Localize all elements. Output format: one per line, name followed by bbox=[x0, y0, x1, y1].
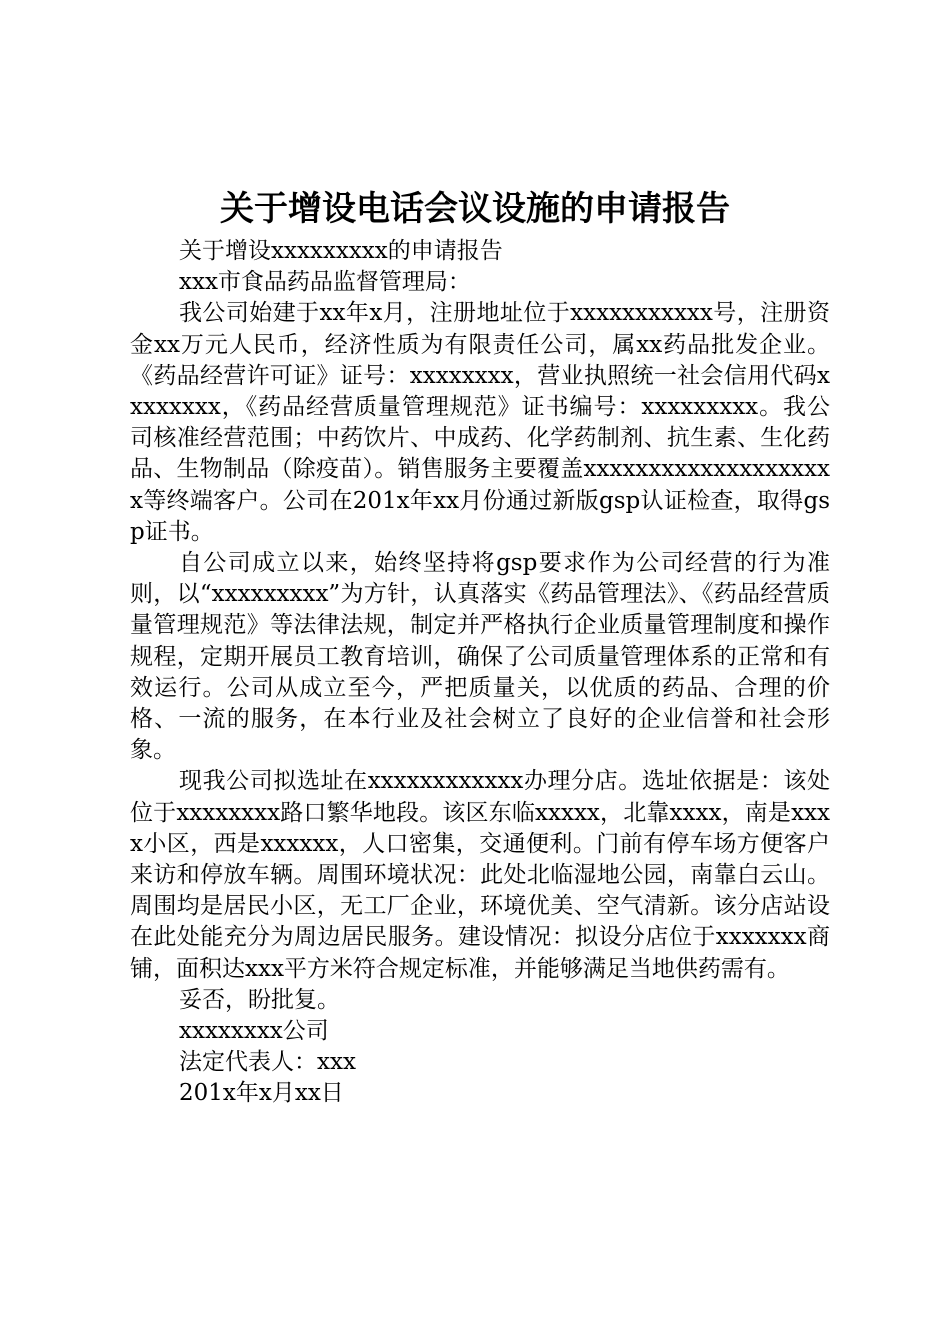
closing-request: 妥否，盼批复。 bbox=[179, 986, 340, 1013]
subject-line: 关于增设xxxxxxxxx的申请报告 bbox=[179, 238, 503, 264]
signature-representative: 法定代表人：xxx bbox=[179, 1049, 356, 1076]
paragraph-site-selection: 现我公司拟选址在xxxxxxxxxxxx办理分店。选址依据是：该处位于xxxxxxxx路口繁华地段。该区东临xxxxx，北靠xxxx，南是xxxx小区，西是xxxxxx，人口密集，交通便利。门前有停车场方便客户来访和停放车辆。周围环境状况：此处北临湿地公园，南靠白云山。周围均是居民小区，无工厂企业，环境优美、空气清新。该分店站设在此处能充分为周边居民服务。建设情况：拟设分店位于xxxxxxx商铺，面积达xxx平方米符合规定标准，并能够满足当地供药需有。 bbox=[130, 768, 830, 982]
document-body bbox=[130, 236, 830, 1110]
paragraph-company-profile: 我公司始建于xx年x月，注册地址位于xxxxxxxxxxx号，注册资金xx万元人民币，经济性质为有限责任公司，属xx药品批发企业。《药品经营许可证》证号：xxxxxxxx，营业执照统一社会信用代码xxxxxxxx，《药品经营质量管理规范》证书编号：xxxxxxxxx。我公司核准经营范围；中药饮片、中成药、化学药制剂、抗生素、生化药品、生物制品（除疫苗）。销售服务主要覆盖xxxxxxxxxxxxxxxxxxxx等终端客户。公司在201x年xx月份通过新版gsp认证检查，取得gsp证书。 bbox=[130, 300, 830, 545]
paragraph-management: 自公司成立以来，始终坚持将gsp要求作为公司经营的行为准则，以“xxxxxxxxx”为方针，认真落实《药品管理法》、《药品经营质量管理规范》等法律法规，制定并严格执行企业质量管理制度和操作规程，定期开展员工教育培训，确保了公司质量管理体系的正常和有效运行。公司从成立至今，严把质量关，以优质的药品、合理的价格、一流的服务，在本行业及社会树立了良好的企业信誉和社会形象。 bbox=[130, 550, 830, 764]
recipient-line: xxx市食品药品监督管理局： bbox=[179, 269, 471, 296]
document-title: 关于增设电话会议设施的申请报告 bbox=[220, 189, 730, 229]
signature-date: 201x年x月xx日 bbox=[179, 1080, 344, 1107]
signature-company: xxxxxxxx公司 bbox=[179, 1018, 329, 1045]
